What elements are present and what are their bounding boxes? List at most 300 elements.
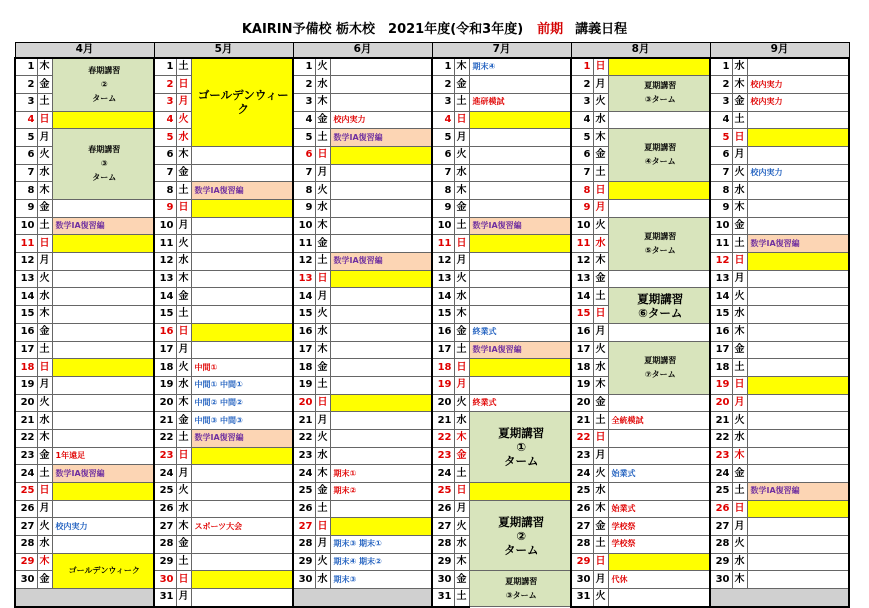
term-block: 夏期講習 ② ターム	[469, 500, 571, 571]
event-cell	[191, 536, 293, 554]
weekday: 月	[176, 93, 191, 111]
weekday: 金	[315, 111, 330, 129]
day-row	[15, 270, 849, 288]
day-number: 17	[154, 341, 176, 359]
day-number: 16	[293, 323, 315, 341]
day-number: 28	[571, 536, 593, 554]
event-cell	[52, 376, 154, 394]
holiday-cell	[469, 235, 571, 253]
weekday: 土	[37, 217, 52, 235]
day-number: 13	[293, 270, 315, 288]
day-number: 21	[15, 412, 37, 430]
day-row	[15, 129, 849, 147]
month-header: 7月	[432, 43, 571, 58]
day-number: 20	[293, 394, 315, 412]
event-cell	[747, 182, 849, 200]
day-number: 3	[15, 93, 37, 111]
event-label: 数学ⅠA復習編	[330, 129, 432, 147]
weekday: 日	[732, 376, 747, 394]
day-number: 22	[293, 429, 315, 447]
event-label: 数学ⅠA復習編	[747, 483, 849, 501]
weekday: 日	[593, 182, 608, 200]
day-row	[15, 288, 849, 306]
day-number: 19	[154, 376, 176, 394]
weekday: 火	[315, 182, 330, 200]
weekday: 火	[315, 429, 330, 447]
term-block: 春期講習 ③ ターム	[52, 129, 154, 200]
weekday: 木	[732, 76, 747, 94]
day-number: 17	[432, 341, 454, 359]
day-number: 17	[710, 341, 732, 359]
event-cell	[191, 500, 293, 518]
term-block: 夏期講習 ③ターム	[469, 571, 571, 607]
weekday: 水	[176, 129, 191, 147]
weekday: 火	[454, 518, 469, 536]
day-number: 29	[571, 553, 593, 571]
event-cell	[747, 536, 849, 554]
day-number: 6	[710, 146, 732, 164]
weekday: 水	[315, 571, 330, 589]
day-number: 8	[154, 182, 176, 200]
weekday: 土	[454, 465, 469, 483]
event-cell	[330, 447, 432, 465]
event-label: 期末①	[330, 465, 432, 483]
event-cell	[330, 412, 432, 430]
day-number: 7	[571, 164, 593, 182]
day-row	[15, 536, 849, 554]
event-cell	[747, 429, 849, 447]
day-number: 24	[571, 465, 593, 483]
day-number: 18	[154, 359, 176, 377]
event-cell	[747, 200, 849, 218]
day-number: 28	[15, 536, 37, 554]
day-number: 8	[571, 182, 593, 200]
weekday: 火	[454, 270, 469, 288]
weekday: 日	[37, 359, 52, 377]
weekday: 水	[732, 553, 747, 571]
weekday: 木	[176, 518, 191, 536]
day-number: 17	[293, 341, 315, 359]
weekday: 月	[176, 465, 191, 483]
day-number: 24	[293, 465, 315, 483]
day-number: 18	[571, 359, 593, 377]
weekday: 金	[593, 270, 608, 288]
day-number: 21	[154, 412, 176, 430]
event-cell	[330, 200, 432, 218]
event-label: 校内実力	[52, 518, 154, 536]
event-cell	[191, 146, 293, 164]
weekday: 土	[176, 306, 191, 324]
event-label: 期末③ 期末①	[330, 536, 432, 554]
weekday: 土	[732, 235, 747, 253]
weekday: 土	[454, 217, 469, 235]
day-number: 8	[710, 182, 732, 200]
title-tail: 講義日程	[575, 22, 628, 37]
event-label: 数学ⅠA復習編	[52, 217, 154, 235]
empty-day-cell	[293, 589, 432, 607]
event-cell	[52, 429, 154, 447]
day-number: 16	[710, 323, 732, 341]
event-cell	[191, 217, 293, 235]
day-number: 17	[15, 341, 37, 359]
day-number: 10	[15, 217, 37, 235]
day-number: 4	[154, 111, 176, 129]
weekday: 金	[593, 518, 608, 536]
weekday: 土	[593, 164, 608, 182]
day-number: 21	[432, 412, 454, 430]
day-number: 12	[154, 253, 176, 271]
weekday: 金	[315, 235, 330, 253]
day-number: 30	[154, 571, 176, 589]
day-number: 25	[432, 483, 454, 501]
weekday: 水	[732, 182, 747, 200]
weekday: 月	[454, 376, 469, 394]
holiday-cell	[330, 146, 432, 164]
weekday: 月	[315, 164, 330, 182]
day-number: 23	[710, 447, 732, 465]
day-number: 26	[432, 500, 454, 518]
day-number: 19	[571, 376, 593, 394]
day-number: 25	[571, 483, 593, 501]
event-label: 期末③	[330, 571, 432, 589]
event-cell	[52, 306, 154, 324]
event-label: 校内実力	[747, 164, 849, 182]
day-number: 16	[15, 323, 37, 341]
day-number: 1	[710, 58, 732, 76]
weekday: 木	[315, 465, 330, 483]
weekday: 月	[732, 394, 747, 412]
event-cell	[469, 164, 571, 182]
day-number: 29	[710, 553, 732, 571]
holiday-cell	[330, 518, 432, 536]
day-number: 12	[432, 253, 454, 271]
weekday: 金	[454, 200, 469, 218]
weekday: 火	[454, 146, 469, 164]
day-number: 13	[710, 270, 732, 288]
day-number: 23	[154, 447, 176, 465]
event-cell	[608, 200, 710, 218]
event-cell	[191, 553, 293, 571]
weekday: 水	[454, 536, 469, 554]
weekday: 日	[176, 200, 191, 218]
weekday: 金	[593, 394, 608, 412]
event-cell	[469, 288, 571, 306]
event-cell	[608, 447, 710, 465]
weekday: 火	[593, 93, 608, 111]
weekday: 月	[593, 76, 608, 94]
weekday: 金	[454, 447, 469, 465]
weekday: 火	[593, 341, 608, 359]
event-cell	[747, 217, 849, 235]
weekday: 木	[732, 571, 747, 589]
weekday: 土	[454, 589, 469, 607]
weekday: 土	[176, 429, 191, 447]
event-cell	[747, 111, 849, 129]
weekday: 日	[37, 483, 52, 501]
event-cell	[330, 323, 432, 341]
weekday: 木	[454, 429, 469, 447]
title-main: KAIRIN予備校 栃木校 2021年度(令和3年度)	[241, 22, 524, 37]
day-number: 29	[293, 553, 315, 571]
event-cell	[469, 129, 571, 147]
day-number: 27	[154, 518, 176, 536]
day-number: 14	[154, 288, 176, 306]
weekday: 月	[315, 536, 330, 554]
day-number: 15	[710, 306, 732, 324]
weekday: 日	[454, 235, 469, 253]
day-number: 3	[432, 93, 454, 111]
weekday: 水	[315, 447, 330, 465]
event-cell	[191, 306, 293, 324]
event-cell	[330, 341, 432, 359]
weekday: 水	[593, 111, 608, 129]
day-number: 22	[15, 429, 37, 447]
event-cell	[608, 483, 710, 501]
weekday: 土	[454, 341, 469, 359]
day-number: 5	[432, 129, 454, 147]
holiday-cell	[747, 129, 849, 147]
event-label: 数学ⅠA復習編	[191, 429, 293, 447]
weekday: 金	[176, 288, 191, 306]
day-row	[15, 323, 849, 341]
event-cell	[469, 76, 571, 94]
weekday: 日	[315, 270, 330, 288]
day-number: 5	[571, 129, 593, 147]
event-label: 校内実力	[747, 76, 849, 94]
day-row	[15, 111, 849, 129]
day-number: 28	[432, 536, 454, 554]
weekday: 日	[454, 111, 469, 129]
term-block: 夏期講習 ③ターム	[608, 76, 710, 111]
day-number: 20	[571, 394, 593, 412]
term-block: 夏期講習 ⑥ターム	[608, 288, 710, 323]
weekday: 水	[37, 288, 52, 306]
event-cell	[747, 465, 849, 483]
weekday: 水	[176, 253, 191, 271]
day-number: 8	[432, 182, 454, 200]
event-cell	[52, 270, 154, 288]
weekday: 火	[593, 465, 608, 483]
day-number: 6	[293, 146, 315, 164]
day-number: 5	[710, 129, 732, 147]
day-number: 31	[154, 589, 176, 607]
weekday: 水	[732, 58, 747, 76]
weekday: 水	[732, 429, 747, 447]
holiday-cell	[52, 111, 154, 129]
weekday: 金	[732, 341, 747, 359]
day-row	[15, 429, 849, 447]
term-block: ゴールデンウィーク	[52, 553, 154, 588]
holiday-cell	[330, 394, 432, 412]
day-number: 2	[710, 76, 732, 94]
day-number: 3	[154, 93, 176, 111]
day-number: 30	[710, 571, 732, 589]
weekday: 火	[37, 394, 52, 412]
weekday: 土	[454, 93, 469, 111]
day-number: 7	[710, 164, 732, 182]
holiday-cell	[469, 111, 571, 129]
event-cell	[608, 394, 710, 412]
weekday: 日	[593, 429, 608, 447]
weekday: 金	[176, 164, 191, 182]
day-number: 26	[15, 500, 37, 518]
day-number: 16	[432, 323, 454, 341]
weekday: 金	[454, 323, 469, 341]
day-number: 22	[710, 429, 732, 447]
event-cell	[747, 518, 849, 536]
weekday: 火	[37, 146, 52, 164]
day-row	[15, 253, 849, 271]
day-number: 26	[293, 500, 315, 518]
day-number: 22	[571, 429, 593, 447]
event-label: 始業式	[608, 500, 710, 518]
holiday-cell	[608, 182, 710, 200]
event-cell	[469, 306, 571, 324]
weekday: 火	[315, 553, 330, 571]
weekday: 火	[176, 483, 191, 501]
day-number: 17	[571, 341, 593, 359]
event-label: 始業式	[608, 465, 710, 483]
day-number: 27	[571, 518, 593, 536]
weekday: 金	[732, 93, 747, 111]
day-number: 30	[571, 571, 593, 589]
event-cell	[191, 253, 293, 271]
event-cell	[608, 429, 710, 447]
day-number: 3	[710, 93, 732, 111]
day-number: 3	[571, 93, 593, 111]
holiday-cell	[608, 58, 710, 76]
day-row	[15, 447, 849, 465]
day-number: 4	[571, 111, 593, 129]
weekday: 日	[732, 253, 747, 271]
event-cell	[747, 306, 849, 324]
day-number: 7	[432, 164, 454, 182]
day-number: 5	[293, 129, 315, 147]
day-number: 1	[432, 58, 454, 76]
event-cell	[469, 182, 571, 200]
day-number: 22	[154, 429, 176, 447]
event-label: 中間① 中間①	[191, 376, 293, 394]
weekday: 日	[732, 129, 747, 147]
weekday: 金	[593, 146, 608, 164]
weekday: 月	[176, 217, 191, 235]
day-row	[15, 235, 849, 253]
weekday: 土	[315, 500, 330, 518]
day-number: 2	[154, 76, 176, 94]
event-cell	[747, 553, 849, 571]
weekday: 土	[315, 253, 330, 271]
event-cell	[747, 146, 849, 164]
weekday: 月	[315, 412, 330, 430]
weekday: 木	[593, 376, 608, 394]
day-number: 26	[571, 500, 593, 518]
empty-day-cell	[710, 589, 849, 607]
day-number: 6	[571, 146, 593, 164]
weekday: 火	[315, 58, 330, 76]
event-label: 数学ⅠA復習編	[747, 235, 849, 253]
day-number: 9	[154, 200, 176, 218]
day-number: 26	[710, 500, 732, 518]
event-cell	[747, 323, 849, 341]
day-number: 30	[432, 571, 454, 589]
day-number: 13	[571, 270, 593, 288]
event-cell	[330, 306, 432, 324]
title-accent: 前期	[537, 22, 564, 37]
event-label: 数学ⅠA復習編	[469, 341, 571, 359]
page-title	[0, 18, 869, 37]
weekday: 月	[37, 376, 52, 394]
weekday: 金	[176, 536, 191, 554]
event-cell	[747, 288, 849, 306]
day-number: 11	[432, 235, 454, 253]
event-cell	[608, 270, 710, 288]
event-label: 中間③ 中間③	[191, 412, 293, 430]
weekday: 月	[732, 518, 747, 536]
weekday: 日	[593, 553, 608, 571]
weekday: 木	[315, 93, 330, 111]
day-row	[15, 412, 849, 430]
weekday: 日	[176, 76, 191, 94]
day-number: 10	[571, 217, 593, 235]
event-cell	[747, 58, 849, 76]
day-row	[15, 465, 849, 483]
day-row	[15, 483, 849, 501]
weekday: 日	[315, 146, 330, 164]
weekday: 火	[176, 235, 191, 253]
day-number: 6	[15, 146, 37, 164]
day-number: 25	[710, 483, 732, 501]
day-number: 19	[293, 376, 315, 394]
holiday-cell	[52, 359, 154, 377]
weekday: 土	[315, 129, 330, 147]
day-number: 20	[710, 394, 732, 412]
event-cell	[330, 217, 432, 235]
weekday: 木	[176, 394, 191, 412]
term-block: 夏期講習 ① ターム	[469, 412, 571, 483]
day-number: 25	[154, 483, 176, 501]
weekday: 月	[732, 146, 747, 164]
event-cell	[747, 412, 849, 430]
day-number: 6	[432, 146, 454, 164]
event-cell	[52, 288, 154, 306]
weekday: 木	[176, 270, 191, 288]
day-row	[15, 200, 849, 218]
day-number: 7	[293, 164, 315, 182]
day-number: 23	[571, 447, 593, 465]
event-cell	[191, 288, 293, 306]
holiday-cell	[191, 323, 293, 341]
event-cell	[330, 58, 432, 76]
weekday: 木	[454, 182, 469, 200]
month-header: 9月	[710, 43, 849, 58]
weekday: 水	[315, 76, 330, 94]
day-number: 1	[571, 58, 593, 76]
event-cell	[330, 500, 432, 518]
day-number: 20	[432, 394, 454, 412]
weekday: 土	[176, 58, 191, 76]
event-cell	[469, 270, 571, 288]
day-number: 10	[710, 217, 732, 235]
day-number: 30	[293, 571, 315, 589]
event-label: 終業式	[469, 323, 571, 341]
term-block: 夏期講習 ⑤ターム	[608, 217, 710, 270]
weekday: 月	[176, 341, 191, 359]
weekday: 水	[315, 200, 330, 218]
day-number: 11	[710, 235, 732, 253]
day-number: 15	[15, 306, 37, 324]
day-number: 10	[293, 217, 315, 235]
weekday: 木	[315, 341, 330, 359]
